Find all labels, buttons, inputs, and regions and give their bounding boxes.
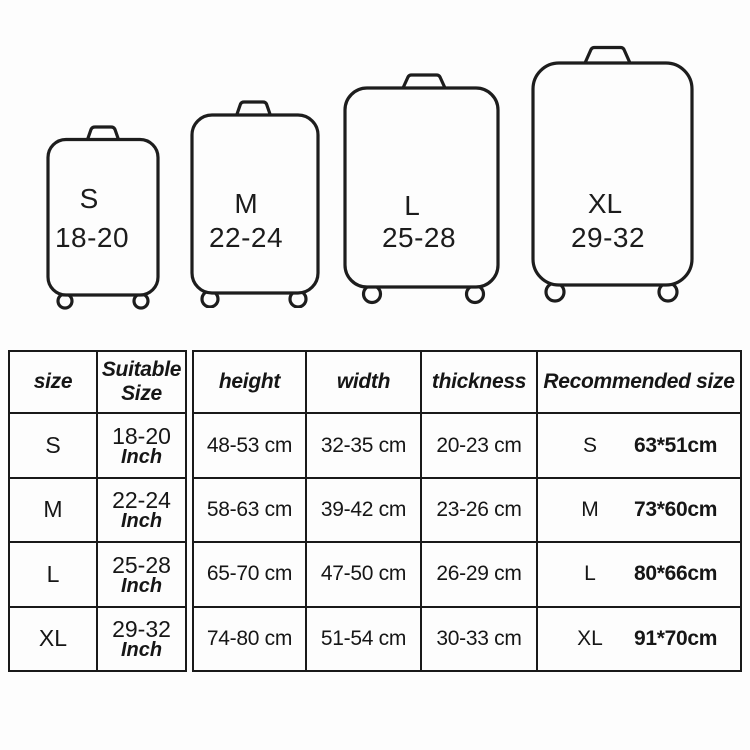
recommended-cell-content xyxy=(538,562,740,586)
size-table-row xyxy=(9,413,186,477)
range-value: 18-20 xyxy=(112,423,171,450)
size-table-row xyxy=(9,607,186,671)
width-cell: 32-35 cm xyxy=(306,413,421,477)
dimension-table xyxy=(192,350,742,672)
size-table-header-row xyxy=(9,351,186,413)
suitable-size-cell xyxy=(97,542,186,606)
dimension-table-header-width: width xyxy=(306,351,421,413)
width-cell: 39-42 cm xyxy=(306,478,421,542)
suitcase-size-label: M xyxy=(234,188,258,219)
recommended-cell-content xyxy=(538,498,740,522)
dimension-table-header-thickness: thickness xyxy=(421,351,537,413)
recommended-cell-content xyxy=(538,434,740,458)
size-table xyxy=(8,350,187,672)
suitcase-size-label: S xyxy=(79,183,99,214)
suitcase-handle xyxy=(585,48,630,64)
suitable-size-cell xyxy=(97,607,186,671)
size-table-row xyxy=(9,542,186,606)
width-cell: 47-50 cm xyxy=(306,542,421,606)
range-value: 29-32 xyxy=(112,616,171,643)
height-cell: 58-63 cm xyxy=(193,478,306,542)
height-cell: 65-70 cm xyxy=(193,542,306,606)
recommended-size-letter: S xyxy=(582,433,597,457)
recommended-cell-content xyxy=(538,627,740,651)
size-table-header-suitable-size: Suitable Size xyxy=(97,351,186,413)
dimension-table-header-row xyxy=(193,351,741,413)
inch-label: Inch xyxy=(120,510,163,533)
suitcase-l xyxy=(342,72,501,306)
size-table-row xyxy=(9,478,186,542)
thickness-cell: 20-23 cm xyxy=(421,413,537,477)
suitcase-size-label: L xyxy=(404,190,420,221)
dimension-table-row xyxy=(193,607,741,671)
recommended-dimensions: 63*51cm xyxy=(634,433,718,457)
recommended-dimensions: 73*60cm xyxy=(634,497,718,521)
suitcase-handle xyxy=(403,75,445,88)
suitcase-size-label: XL xyxy=(587,188,623,219)
height-cell: 74-80 cm xyxy=(193,607,306,671)
inch-label: Inch xyxy=(120,574,163,597)
suitcase-body xyxy=(345,88,498,287)
inch-label: Inch xyxy=(120,446,163,469)
dimension-table-row xyxy=(193,478,741,542)
width-cell: 51-54 cm xyxy=(306,607,421,671)
height-cell: 48-53 cm xyxy=(193,413,306,477)
size-cell: M xyxy=(9,478,97,542)
suitcase-range-label: 29-32 xyxy=(570,222,646,253)
suitcase-range-label: 22-24 xyxy=(208,222,284,253)
recommended-cell xyxy=(537,542,741,606)
suitcase-xl xyxy=(530,44,695,303)
dimension-table-row xyxy=(193,542,741,606)
suitable-size-cell xyxy=(97,478,186,542)
size-table-header-size: size xyxy=(9,351,97,413)
suitable-size-cell xyxy=(97,413,186,477)
suitcase-m xyxy=(189,98,321,308)
inch-label: Inch xyxy=(120,639,163,662)
recommended-cell xyxy=(537,413,741,477)
thickness-cell: 30-33 cm xyxy=(421,607,537,671)
dimension-table-header-height: height xyxy=(193,351,306,413)
recommended-size-letter: L xyxy=(584,562,596,586)
range-value: 25-28 xyxy=(112,551,171,578)
suitcase-s xyxy=(45,124,161,310)
recommended-dimensions: 80*66cm xyxy=(634,562,718,586)
suitcase-range-label: 18-20 xyxy=(54,222,130,253)
thickness-cell: 26-29 cm xyxy=(421,542,537,606)
recommended-size-letter: M xyxy=(581,497,599,521)
recommended-cell xyxy=(537,478,741,542)
recommended-size-letter: XL xyxy=(577,626,603,650)
dimension-table-row xyxy=(193,413,741,477)
range-value: 22-24 xyxy=(112,487,171,514)
suitcase-body xyxy=(48,140,158,296)
recommended-dimensions: 91*70cm xyxy=(634,626,718,650)
suitcase-range-label: 25-28 xyxy=(381,222,457,253)
size-cell: XL xyxy=(9,607,97,671)
dimension-table-header-recommended-size: Recommended size xyxy=(537,351,741,413)
size-cell: S xyxy=(9,413,97,477)
recommended-cell xyxy=(537,607,741,671)
thickness-cell: 23-26 cm xyxy=(421,478,537,542)
size-cell: L xyxy=(9,542,97,606)
